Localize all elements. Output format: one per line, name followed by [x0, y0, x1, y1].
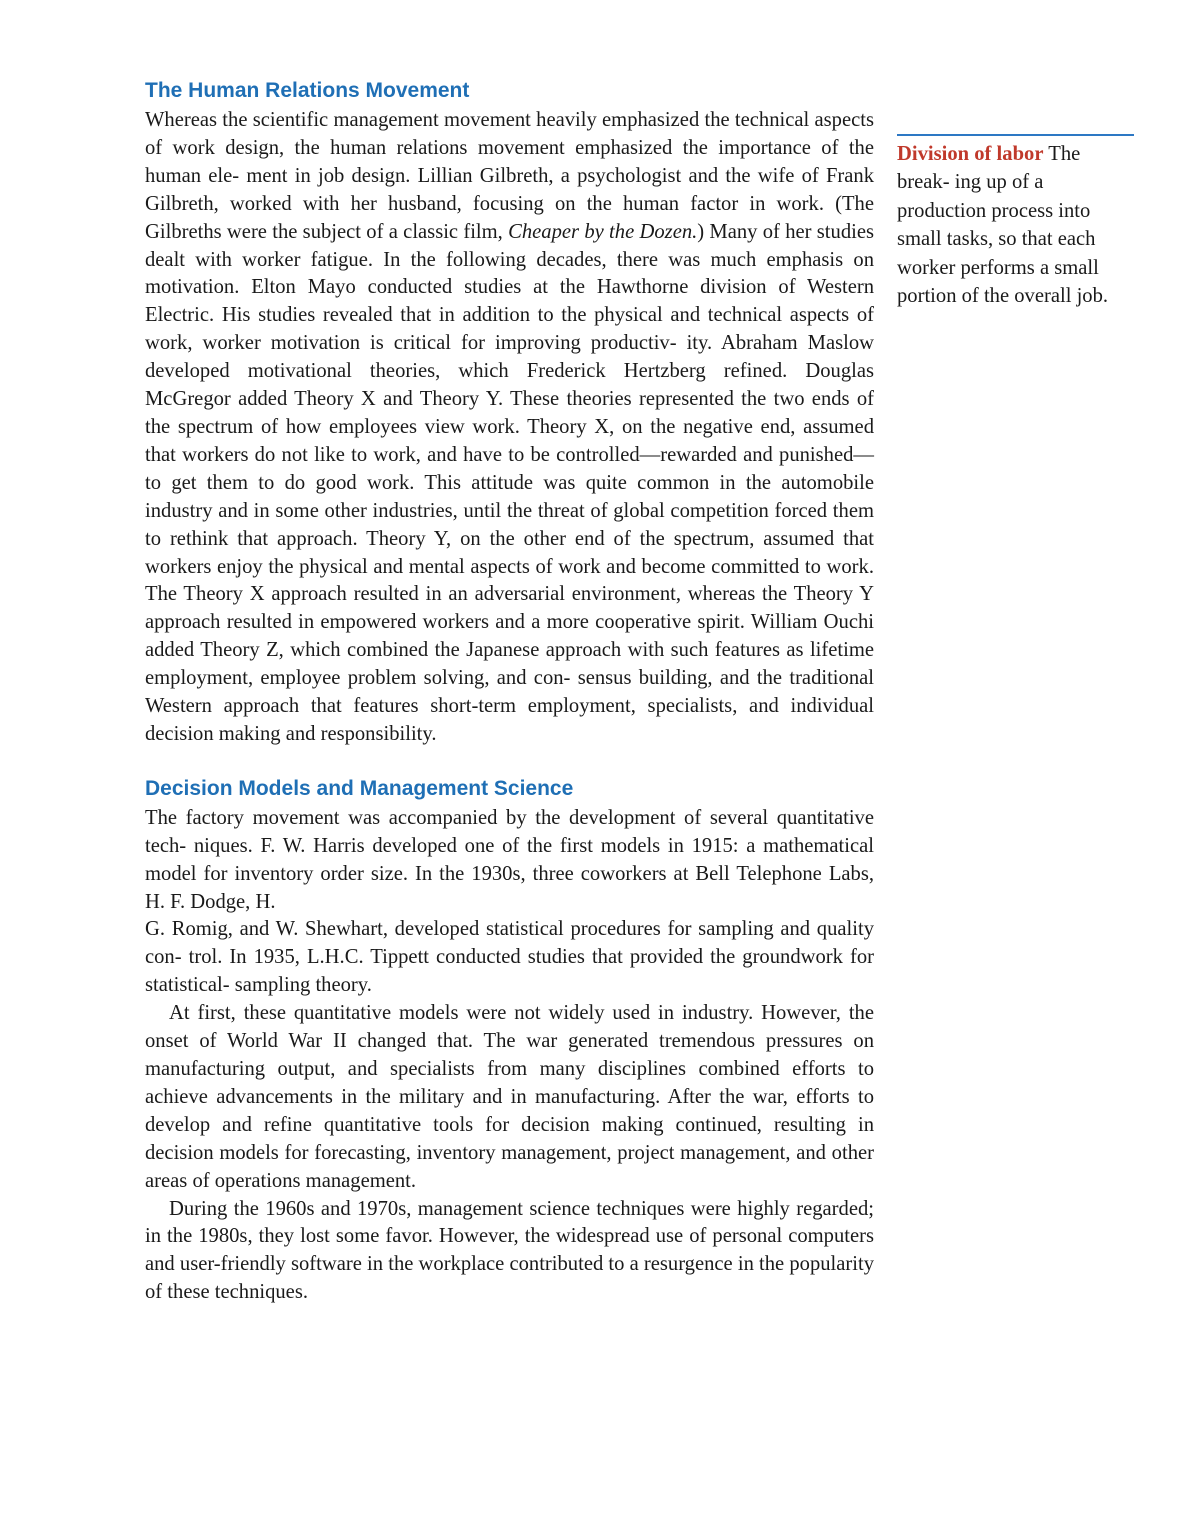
paragraph-human-relations — [145, 107, 874, 749]
paragraph-decision-models-1 — [145, 805, 874, 917]
paragraph-text: ) Many of her studies dealt with worker fatigue. In the following decades, there was much emphasis on motivation. Elton Mayo conducted studies at the Hawthorne division of Western Electric. His studies revealed that in addition to the physical and technical aspects of work, worker motivation is critical for improving productiv- ity. Abraham Maslow developed motivational theories, which Frederick Hertzberg refined. Douglas McGregor added Theory X and Theory Y. These theories represented the two ends of the spectrum of how employees view work. Theory X, on the negative end, assumed that workers do not like to work, and have to be controlled—rewarded and punished—to get them to do good work. This attitude was quite common in the automobile industry and in some other industries, until the threat of global competition forced them to rethink that approach. Theory Y, on the other end of the spectrum, assumed that workers enjoy the physical and mental aspects of work and become committed to work. The Theory X approach resulted in an adversarial environment, whereas the Theory Y approach resulted in empowered workers and a more cooperative spirit. William Ouchi added Theory Z, which combined the Japanese approach with such features as lifetime employment, employee problem solving, and con- sensus building, and the traditional Western approach that features short-term employment, specialists, and individual decision making and responsibility. — [145, 220, 874, 745]
paragraph-decision-models-2: At first, these quantitative models were not widely used in industry. However, the onset of World War II changed that. The war generated tremendous pressures on manufacturing output, and specialists from many disciplines combined efforts to achieve advancements in the military and in manufacturing. After the war, efforts to develop and refine quantitative tools for decision making continued, resulting in decision models for forecasting, inventory management, project management, and other areas of operations management. — [145, 1002, 874, 1192]
glossary-definition: The break- ing up of a production process into small tasks, so that each worker performs a small portion of the overall job. — [897, 143, 1109, 308]
paragraph-text: The factory movement was accompanied by the development of several quantitative tech- niques. F. W. Harris developed one of the first models in 1915: a mathematical model for inventory order size. In the 1930s, three coworkers at Bell Telephone Labs, H. F. Dodge, H. — [145, 806, 874, 913]
paragraph-decision-models-1-cont: G. Romig, and W. Shewhart, developed statistical procedures for sampling and quality con- trol. In 1935, L.H.C. Tippett conducted studies that provided the groundwork for statistical- sampling theory. — [145, 918, 874, 997]
section-heading-human-relations: The Human Relations Movement — [145, 79, 470, 102]
margin-glossary — [897, 134, 1134, 310]
glossary-entry — [897, 140, 1134, 310]
film-title: Cheaper by the Dozen. — [508, 220, 698, 243]
main-column — [145, 76, 874, 1307]
glossary-term: Division of labor — [897, 143, 1044, 165]
section-heading-decision-models: Decision Models and Management Science — [145, 776, 574, 800]
paragraph-decision-models-3: During the 1960s and 1970s, management science techniques were highly regarded; in the 1980s, they lost some favor. However, the widespread use of personal computers and user-friendly software in the workplace contributed to a resurgence in the popularity of these techniques. — [145, 1197, 874, 1304]
glossary-rule — [897, 134, 1134, 136]
paragraph-text: Whereas the scientific management movement heavily emphasized the technical aspects of work design, the human relations movement emphasized the importance of the human ele- ment in job design. Lillian Gilbreth, a psychologist and the wife of Frank Gilbreth, worked with her husband, focusing on the human factor in work. (The Gilbreths were the subject of a classic film, — [145, 109, 874, 243]
